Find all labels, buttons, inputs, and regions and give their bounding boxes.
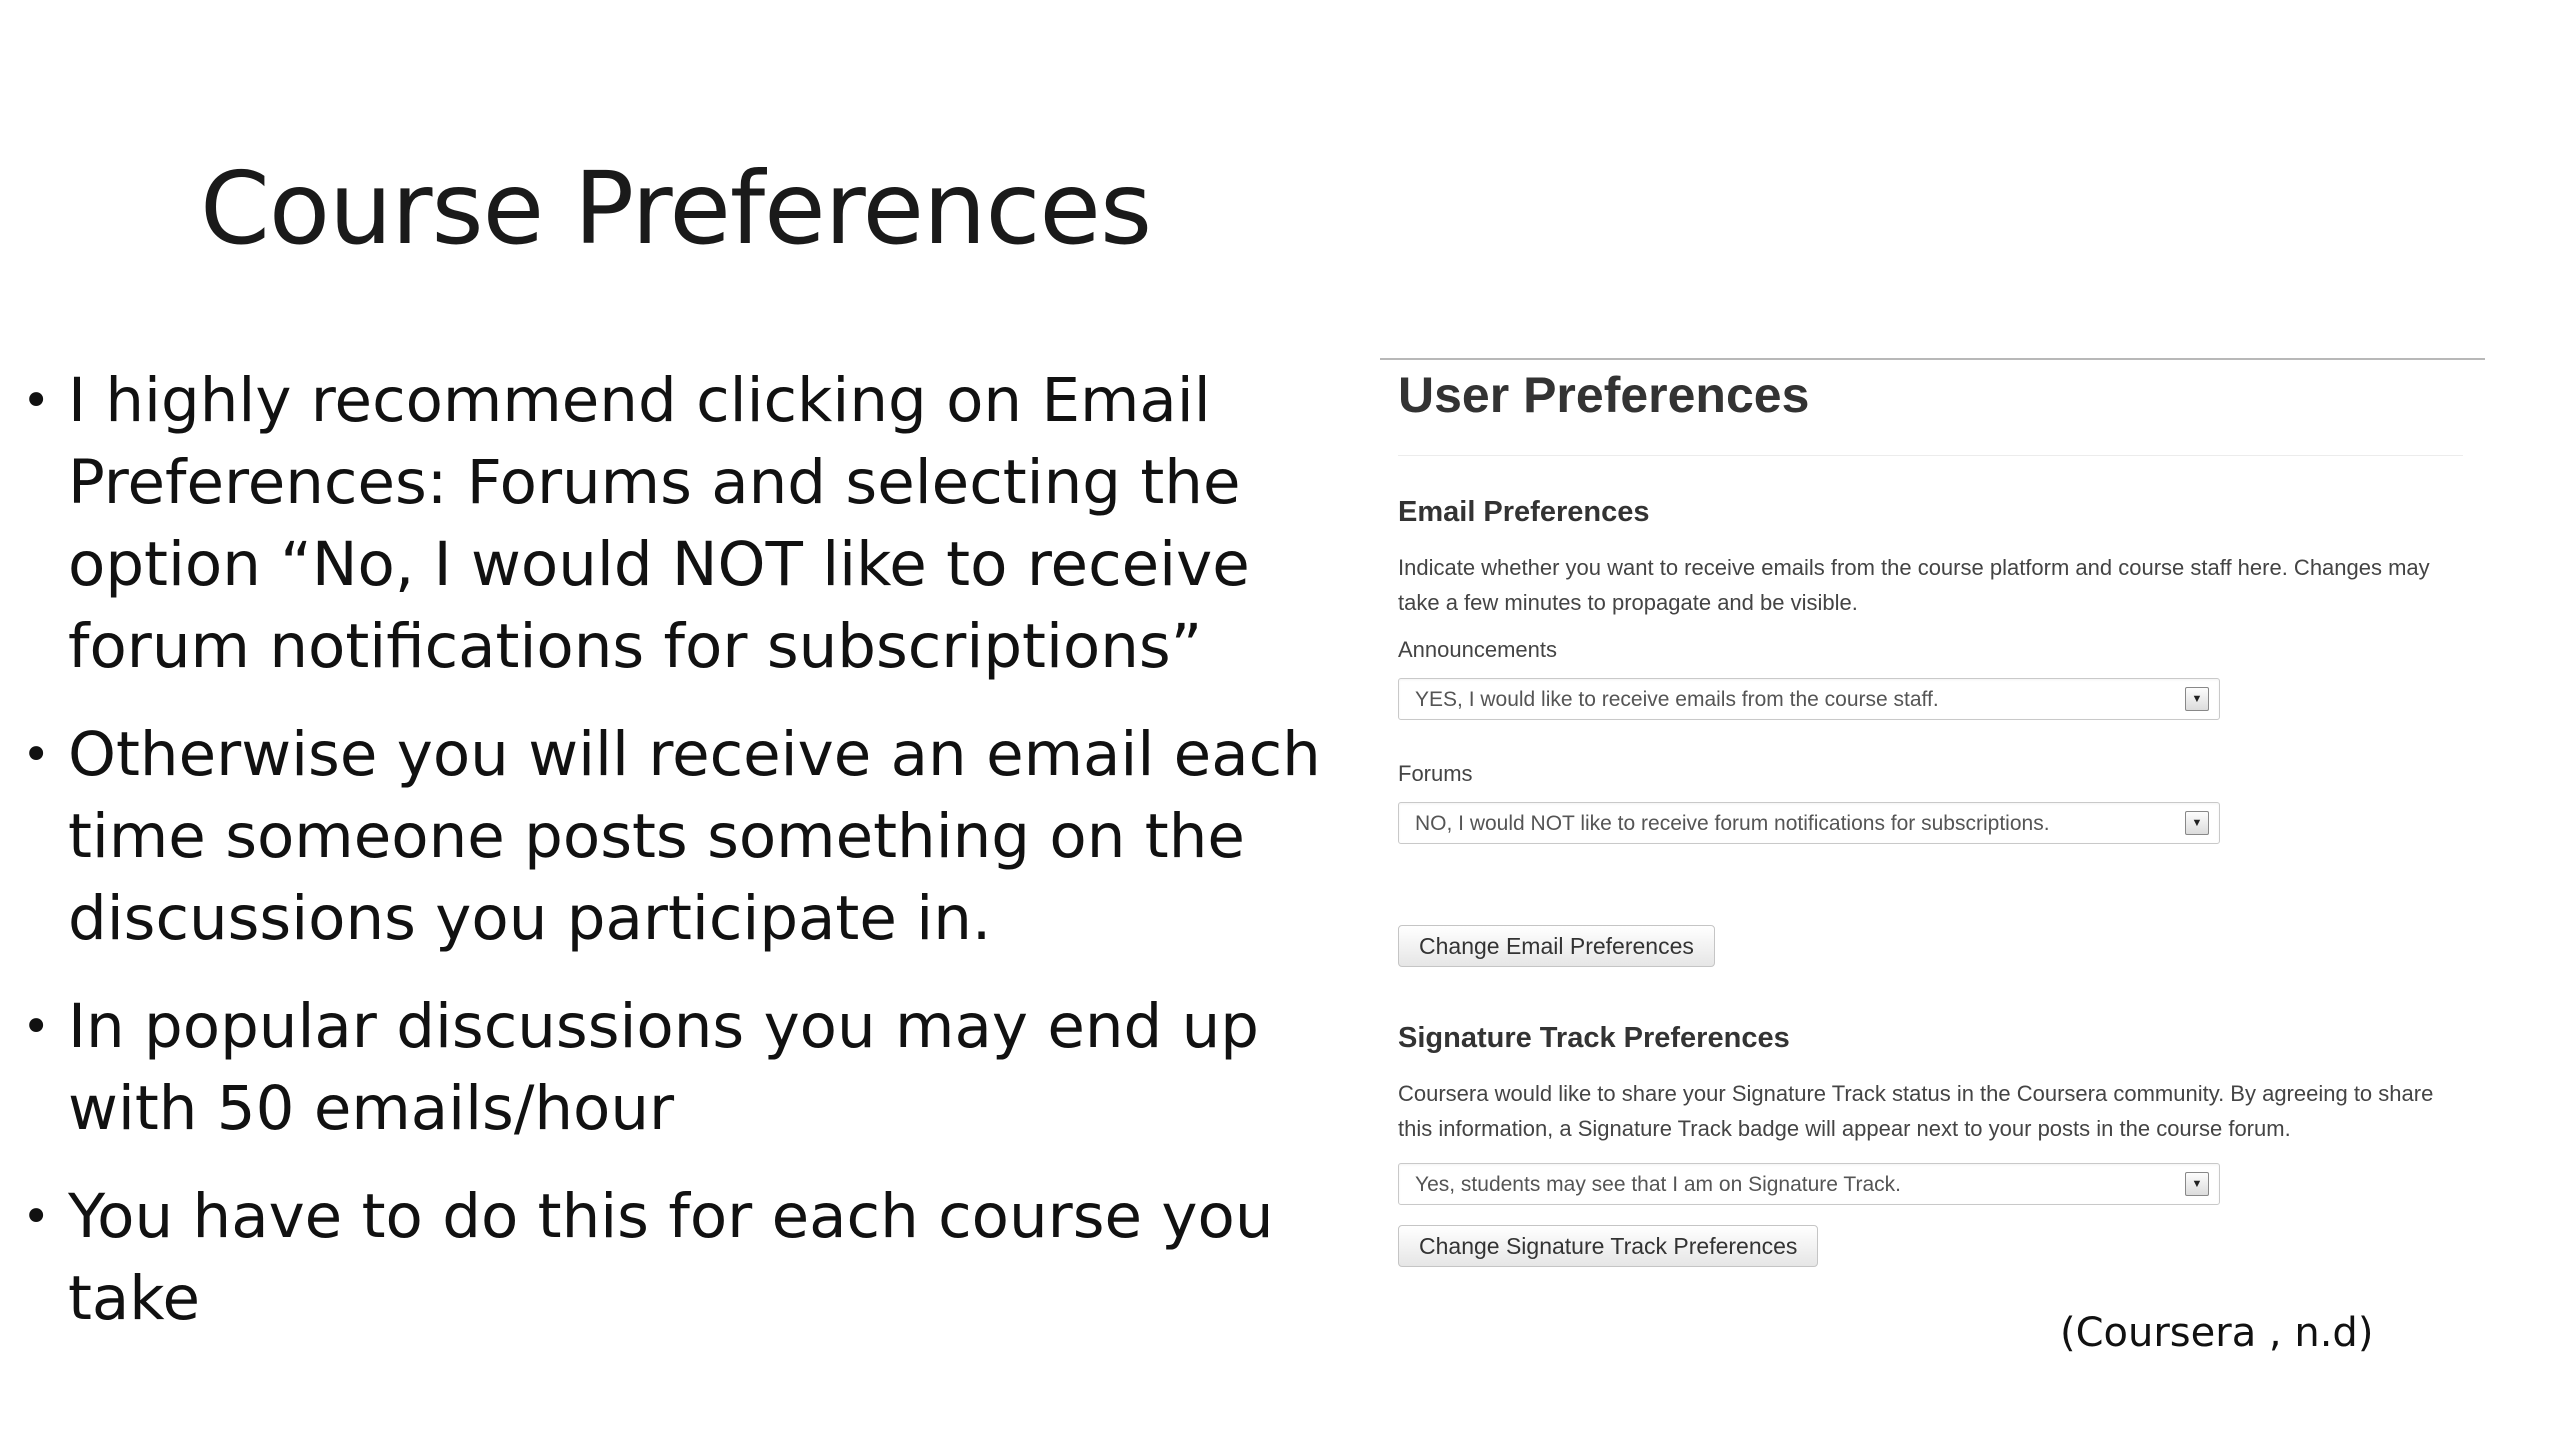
divider <box>1380 358 2485 360</box>
bullet-text: Otherwise you will receive an email each time someone posts something on the discussions you participate in. <box>68 719 1321 954</box>
signature-track-select[interactable] <box>1398 1163 2220 1205</box>
bullet-item <box>18 360 1328 688</box>
forums-select[interactable] <box>1398 802 2220 844</box>
bullet-item <box>18 986 1328 1150</box>
signature-track-heading: Signature Track Preferences <box>1398 1022 1790 1054</box>
slide-title: Course Preferences <box>200 150 1152 267</box>
chevron-down-icon[interactable]: ▼ <box>2185 1172 2209 1196</box>
forums-label: Forums <box>1398 761 1473 786</box>
chevron-down-icon[interactable]: ▼ <box>2185 811 2209 835</box>
bullet-text: I highly recommend clicking on Email Preferences: Forums and selecting the option “No, I would NOT like to receive forum notifications for subscriptions” <box>68 365 1250 682</box>
announcements-select[interactable] <box>1398 678 2220 720</box>
email-preferences-heading: Email Preferences <box>1398 496 1650 528</box>
bullet-dot: • <box>22 1189 51 1245</box>
forums-selected-value: NO, I would NOT like to receive forum notifications for subscriptions. <box>1415 812 2050 835</box>
user-preferences-screenshot <box>1380 358 2485 1268</box>
citation: (Coursera , n.d) <box>2060 1310 2374 1356</box>
announcements-label: Announcements <box>1398 637 1557 662</box>
bullet-item <box>18 714 1328 960</box>
user-preferences-title: User Preferences <box>1398 367 1810 423</box>
announcements-selected-value: YES, I would like to receive emails from the course staff. <box>1415 688 1939 711</box>
signature-track-selected-value: Yes, students may see that I am on Signature Track. <box>1415 1173 1901 1196</box>
bullet-dot: • <box>22 727 51 783</box>
divider <box>1398 455 2463 456</box>
email-preferences-description: Indicate whether you want to receive emails from the course platform and course staff here. Changes may take a few minutes to propagate and be visible. <box>1398 555 2430 615</box>
change-signature-track-preferences-button[interactable]: Change Signature Track Preferences <box>1398 1225 1818 1267</box>
change-email-preferences-button[interactable]: Change Email Preferences <box>1398 925 1715 967</box>
bullet-dot: • <box>22 999 51 1055</box>
bullet-text: In popular discussions you may end up with 50 emails/hour <box>68 991 1260 1144</box>
signature-track-description: Coursera would like to share your Signature Track status in the Coursera community. By agreeing to share this information, a Signature Track badge will appear next to your posts in the course forum. <box>1398 1081 2434 1141</box>
bullet-text: You have to do this for each course you take <box>68 1181 1274 1334</box>
bullet-item <box>18 1176 1328 1340</box>
chevron-down-icon[interactable]: ▼ <box>2185 687 2209 711</box>
bullet-list <box>18 360 1328 1366</box>
bullet-dot: • <box>22 373 51 429</box>
